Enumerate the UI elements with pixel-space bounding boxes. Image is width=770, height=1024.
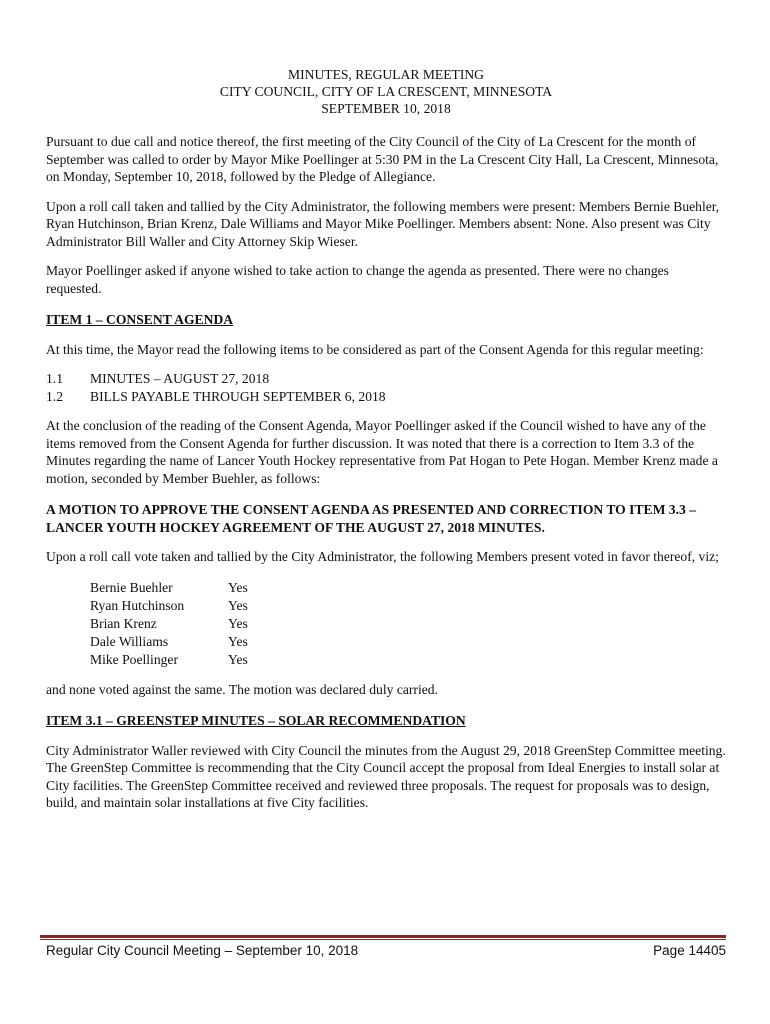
agenda-change-paragraph: Mayor Poellinger asked if anyone wished to take action to change the agenda as presented. There were no changes requested.	[46, 263, 669, 296]
vote-row	[90, 615, 726, 633]
vote-intro-paragraph: Upon a roll call vote taken and tallied by the City Administrator, the following Members present voted in favor thereof, viz;	[46, 549, 719, 564]
footer-divider-thin	[40, 939, 726, 940]
agenda-item-number: 1.1	[46, 371, 63, 386]
voter-name: Dale Williams	[90, 633, 169, 649]
vote-value: Yes	[228, 615, 248, 631]
title-line-1: MINUTES, REGULAR MEETING	[288, 67, 484, 82]
document-title	[46, 66, 726, 117]
title-line-2: CITY COUNCIL, CITY OF LA CRESCENT, MINNESOTA	[219, 84, 553, 99]
title-line-3: SEPTEMBER 10, 2018	[321, 101, 451, 116]
agenda-item-number: 1.2	[46, 388, 63, 404]
voter-name: Bernie Buehler	[90, 579, 173, 595]
agenda-item-text: MINUTES – AUGUST 27, 2018	[90, 371, 270, 386]
document-body	[46, 66, 726, 812]
footer-divider	[40, 935, 726, 938]
item1-heading: ITEM 1 – CONSENT AGENDA	[46, 312, 234, 327]
voter-name: Mike Poellinger	[90, 651, 178, 667]
footer-meeting-title: Regular City Council Meeting – September 10, 2018	[46, 943, 359, 958]
vote-table	[90, 579, 726, 669]
vote-value: Yes	[228, 633, 248, 649]
roll-call-paragraph: Upon a roll call taken and tallied by the City Administrator, the following members were present: Members Bernie Buehler, Ryan Hutchinson, Brian Krenz, Dale Williams and Mayor Mike Poellinger. Members absent: None. Also present was City Administrator Bill Waller and City Attorney Skip Wieser.	[46, 198, 720, 249]
call-to-order-paragraph: Pursuant to due call and notice thereof, the first meeting of the City Council of the City of La Crescent for the month of September was called to order by Mayor Mike Poellinger at 5:30 PM in the La Crescent City Hall, La Crescent, Minnesota, on Monday, September 10, 2018, followed by the Pledge of Allegiance.	[46, 134, 719, 184]
motion-text: A MOTION TO APPROVE THE CONSENT AGENDA AS PRESENTED AND CORRECTION TO ITEM 3.3 – LANCER YOUTH HOCKEY AGREEMENT OF THE AUGUST 27, 2018 MINUTES.	[46, 502, 696, 535]
vote-row	[90, 579, 726, 597]
vote-value: Yes	[228, 597, 248, 613]
greenstep-paragraph: City Administrator Waller reviewed with City Council the minutes from the August 29, 2018 GreenStep Committee meeting. The GreenStep Committee is recommending that the City Council accept the proposal from Ideal Energies to install solar at City facilities. The GreenStep Committee received and reviewed three proposals. The request for proposals was to design, build, and maintain solar installations at five City facilities.	[46, 742, 726, 810]
motion-result-paragraph: and none voted against the same. The motion was declared duly carried.	[46, 681, 438, 697]
footer-page-number: Page 14405	[653, 943, 726, 958]
agenda-item-text: BILLS PAYABLE THROUGH SEPTEMBER 6, 2018	[90, 388, 386, 404]
voter-name: Ryan Hutchinson	[90, 597, 185, 613]
agenda-item	[46, 370, 726, 388]
page-footer	[46, 942, 726, 960]
voter-name: Brian Krenz	[90, 615, 157, 631]
vote-value: Yes	[228, 579, 248, 595]
vote-row	[90, 651, 726, 669]
agenda-item	[46, 388, 726, 406]
item31-heading: ITEM 3.1 – GREENSTEP MINUTES – SOLAR RECOMMENDATION	[46, 713, 466, 728]
consent-agenda-list	[46, 370, 726, 405]
consent-intro-paragraph: At this time, the Mayor read the following items to be considered as part of the Consent Agenda for this regular meeting:	[46, 341, 704, 357]
vote-value: Yes	[228, 651, 248, 667]
vote-row	[90, 597, 726, 615]
vote-row	[90, 633, 726, 651]
consent-conclusion-paragraph: At the conclusion of the reading of the Consent Agenda, Mayor Poellinger asked if the Council wished to have any of the items removed from the Consent Agenda for further discussion. It was noted that there is a correction to Item 3.3 of the Minutes regarding the name of Lancer Youth Hockey representative from Pat Hogan to Pete Hogan. Member Krenz made a motion, seconded by Member Buehler, as follows:	[46, 418, 718, 486]
